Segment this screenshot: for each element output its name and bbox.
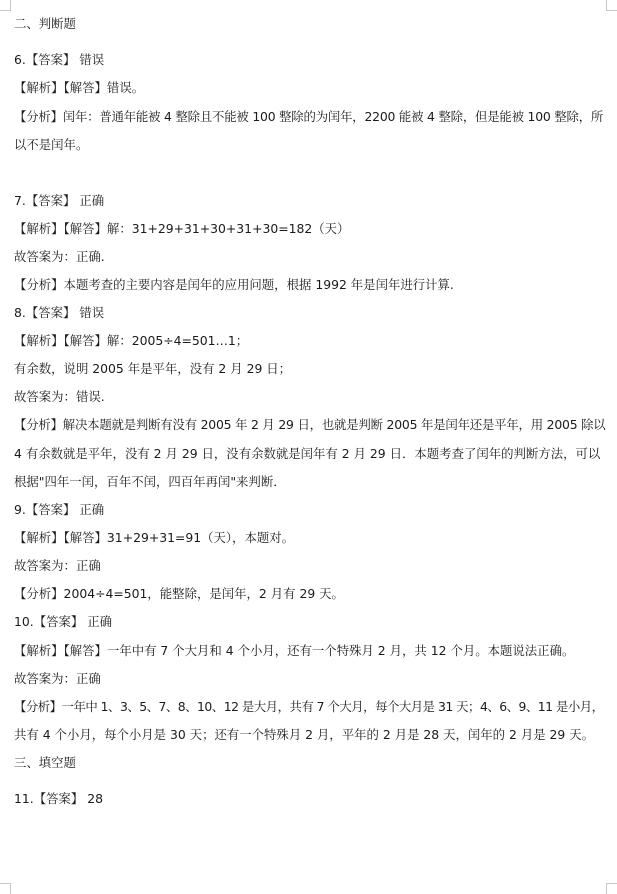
q8-explanation: 【解析】【解答】解：2005÷4=501…1；: [14, 333, 249, 348]
q9-explanation: 【解析】【解答】31+29+31=91（天），本题对。: [14, 530, 295, 545]
q6-explanation: 【解析】【解答】错误。: [14, 80, 145, 95]
q8-explanation-line-2: 有余数，说明 2005 年是平年，没有 2 月 29 日；: [14, 361, 292, 376]
q8-conclusion: 故答案为：错误.: [14, 389, 105, 404]
q9-answer: 9.【答案】 正确: [14, 502, 105, 517]
section-heading-fill-blank: 三、填空题: [14, 755, 76, 770]
q8-analysis-line-3: 根据"四年一闰，百年不闰，四百年再闰"来判断．: [14, 474, 286, 489]
q8-analysis-line-2: 4 有余数就是平年，没有 2 月 29 日，没有余数就是闰年有 2 月 29 日．本题考查了闰年的判断方法，可以: [14, 446, 601, 461]
corner-mark-top-right: [606, 0, 617, 11]
q8-analysis-line-1: 【分析】解决本题就是判断有没有 2005 年 2 月 29 日，也就是判断 2005 年是闰年还是平年，用 2005 除以: [14, 417, 606, 432]
q10-analysis-line-2: 共有 4 个小月，每个小月是 30 天；还有一个特殊月 2 月，平年的 2 月是 28 天，闰年的 2 月是 29 天。: [14, 727, 595, 742]
q7-analysis: 【分析】本题考查的主要内容是闰年的应用问题，根据 1992 年是闰年进行计算.: [14, 277, 454, 292]
q11-answer: 11.【答案】 28: [14, 791, 103, 806]
q7-explanation: 【解析】【解答】解：31+29+31+30+31+30=182（天）: [14, 221, 350, 236]
q10-explanation: 【解析】【解答】一年中有 7 个大月和 4 个小月，还有一个特殊月 2 月，共 12 个月。本题说法正确。: [14, 643, 575, 658]
q6-answer: 6.【答案】 错误: [14, 52, 105, 67]
q9-conclusion: 故答案为：正确: [14, 558, 101, 573]
q7-answer: 7.【答案】 正确: [14, 193, 105, 208]
corner-mark-top-left: [0, 0, 11, 11]
corner-mark-bottom-left: [0, 883, 11, 894]
q10-analysis-line-1: 【分析】一年中 1、3、5、7、8、10、12 是大月，共有 7 个大月，每个大月是 31 天；4、6、9、11 是小月，: [14, 699, 604, 714]
q10-conclusion: 故答案为：正确: [14, 671, 101, 686]
q8-answer: 8.【答案】 错误: [14, 305, 105, 320]
q6-analysis-line-2: 以不是闰年。: [14, 137, 89, 152]
q7-conclusion: 故答案为：正确.: [14, 249, 105, 264]
section-heading-judgment: 二、判断题: [14, 16, 76, 31]
corner-mark-bottom-right: [606, 883, 617, 894]
q6-analysis-line-1: 【分析】闰年：普通年能被 4 整除且不能被 100 整除的为闰年，2200 能被 4 整除，但是能被 100 整除，所: [14, 109, 604, 124]
q9-analysis: 【分析】2004÷4=501，能整除，是闰年，2 月有 29 天。: [14, 586, 344, 601]
q10-answer: 10.【答案】 正确: [14, 614, 112, 629]
